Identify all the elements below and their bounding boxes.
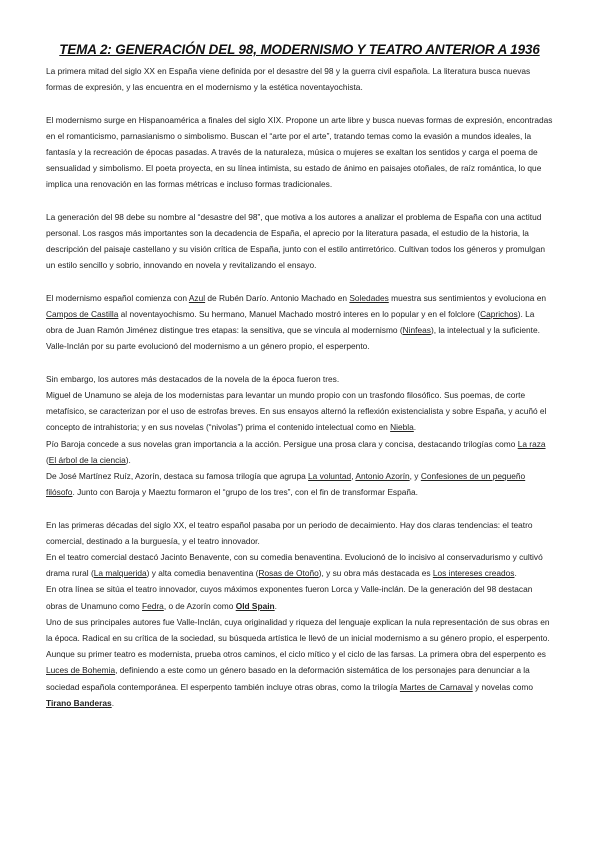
work-title-la-malquerida: La malquerida [93, 568, 147, 579]
work-title-niebla: Niebla [390, 422, 414, 433]
text-span: ), y su obra más destacada es [318, 568, 433, 579]
work-title-soledades: Soledades [349, 292, 389, 303]
work-title-antonio-azorin: Antonio Azorín [355, 471, 410, 482]
text-span: En el teatro comercial destacó Jacinto Benavente, con su comedia benaventina. Evolucionó de lo incisivo al conservadurismo y cultivó drama rural ( [46, 552, 543, 579]
work-title-la-raza: La raza [517, 438, 546, 449]
text-span: Pío Baroja concede a sus novelas gran importancia a la acción. Persigue una prosa clara y concisa, destacando trilogías como [46, 438, 518, 449]
text-span: . [111, 697, 115, 708]
text-span: ( [46, 454, 49, 465]
text-span: En otra línea se sitúa el teatro innovador, cuyos máximos exponentes fueron Lorca y Valle-inclán. De la generación del 98 destacan obras de Unamuno como [46, 584, 533, 611]
text-span: , y [409, 471, 421, 482]
work-title-tirano-banderas: Tirano Banderas [46, 697, 112, 708]
text-span: . [514, 568, 517, 579]
work-title-caprichos: Caprichos [480, 309, 518, 319]
work-title-luces-de-bohemia: Luces de Bohemia [46, 665, 116, 676]
document-title: TEMA 2: GENERACIÓN DEL 98, MODERNISMO Y TEATRO ANTERIOR A 1936 [59, 42, 540, 57]
work-title-el-arbol-de-la-ciencia: El árbol de la ciencia [48, 454, 126, 465]
work-title-la-voluntad: La voluntad [308, 471, 352, 482]
text-span: , definiendo a este como un género basado en la deformación sistemática de los personajes para denunciar a la sociedad española contemporánea. El esperpento también incluye otras obras, como la trilogía [46, 665, 530, 692]
paragraph-baroja [46, 436, 553, 468]
paragraph-azorin [46, 468, 553, 500]
text-span: El modernismo español comienza con [46, 292, 189, 303]
paragraph-valle-inclan [46, 614, 553, 711]
text-span: De José Martínez Ruíz, Azorín, destaca su famosa trilogía que agrupa [46, 471, 309, 482]
text-span: ). [125, 454, 131, 465]
text-span: , o de Azorín como [163, 600, 236, 611]
work-title-confesiones: Confesiones de un pequeño filósofo [46, 471, 526, 498]
paragraph-modernismo: El modernismo surge en Hispanoamérica a finales del siglo XIX. Propone un arte libre y busca nuevas formas de expresión, encontradas en el romanticismo, parnasianismo o simbolismo. Buscan el “arte por el arte”, tratando temas como la evasión a mundos ideales, la fantasía y la recreación de épocas pasadas. A través de la naturaleza, música o mujeres se exaltan los sentidos y carga el poema de sensualidad y simbolismo. El poeta proyecta, en su línea intimista, su estado de ánimo en paisajes otoñales, de raíz romántica, lo que implica una renovación en las formas métricas e incluso formas tradicionales. [46, 114, 553, 190]
paragraph-novela-intro: Sin embargo, los autores más destacados de la novela de la época fueron tres. [46, 373, 340, 384]
text-span: y novelas como [472, 681, 534, 692]
text-span: , [351, 471, 356, 482]
work-title-fedra: Fedra [142, 600, 164, 611]
work-title-campos-de-castilla: Campos de Castilla [46, 309, 119, 319]
text-span: . [274, 600, 277, 611]
text-span: . Junto con Baroja y Maeztu formaron el “grupo de los tres”, con el fin de transformar España. [72, 487, 418, 498]
work-title-old-spain: Old Spain [235, 600, 275, 611]
text-span: muestra sus sentimientos y evoluciona en [388, 292, 547, 303]
text-span: de Rubén Darío. Antonio Machado en [205, 292, 350, 303]
paragraph-teatro-innovador [46, 581, 553, 613]
text-span: . [413, 422, 417, 433]
paragraph-teatro-intro: En las primeras décadas del siglo XX, el teatro español pasaba por un periodo de decaimiento. Hay dos claras tendencias: el teatro comercial, destinado a la burguesía, y el teatro innovador. [46, 519, 533, 546]
work-title-ninfeas: Ninfeas [402, 325, 431, 336]
text-span: Miguel de Unamuno se aleja de los modernistas para levantar un mundo propio con un trasfondo filosófico. Sus poemas, de corte metafísico, se caracterizan por el uso de estrofas breves. En sus ensayos alternó la reflexión existencialista y sobre España, y acuñó el concepto de intrahistoria; y en sus novelas (“nivolas”) prima el contenido intelectual como en [46, 390, 547, 433]
paragraph-generacion-98: La generación del 98 debe su nombre al “desastre del 98”, que motiva a los autores a analizar el problema de España con una actitud personal. Los rasgos más importantes son la decadencia de España, el aprecio por la literatura pasada, el estudio de la historia, la descripción del paisaje castellano y su visión crítica de España, junto con el estilo antirretórico. Cultivan todos los géneros y promulgan un estilo sencillo y sobrio, innovando en novela y revitalizando el ensayo. [46, 211, 546, 271]
work-title-los-intereses-creados: Los intereses creados [432, 568, 515, 579]
paragraph-modernismo-espanol [46, 290, 553, 355]
text-span: ), la intelectual y la suficiente. Valle-Inclán por su parte evolucionó del modernismo a un género propio, el esperpento. [46, 325, 540, 352]
paragraph-unamuno [46, 387, 553, 436]
work-title-rosas-de-otono: Rosas de Otoño [258, 568, 319, 579]
paragraph-intro: La primera mitad del siglo XX en España viene definida por el desastre del 98 y la guerra civil española. La literatura busca nuevas formas de expresión, y las encuentra en el modernismo y la estética noventayochista. [46, 66, 531, 93]
text-span: ). La obra de Juan Ramón Jiménez distingue tres etapas: la sensitiva, que se vincula al modernismo ( [46, 309, 535, 336]
text-span: al noventayochismo. Su hermano, Manuel Machado mostró interes en lo popular y en el folclore ( [118, 309, 481, 319]
paragraph-teatro-comercial [46, 549, 553, 581]
text-span: ) y alta comedia benaventina ( [146, 568, 259, 579]
text-span: Uno de sus principales autores fue Valle-Inclán, cuya originalidad y riqueza del lenguaje explican la nula representación de sus obras en la época. Radical en su crítica de la sociedad, su búsqueda artística le llevó de un inicial modernismo a su género propio, el esperpento. Aunque su primer teatro es modernista, prueba otros caminos, el ciclo mítico y el ciclo de las farsas. La primera obra del esperpento es [46, 616, 550, 660]
work-title-azul: Azul [188, 292, 206, 303]
work-title-martes-de-carnaval: Martes de Carnaval [399, 681, 473, 692]
